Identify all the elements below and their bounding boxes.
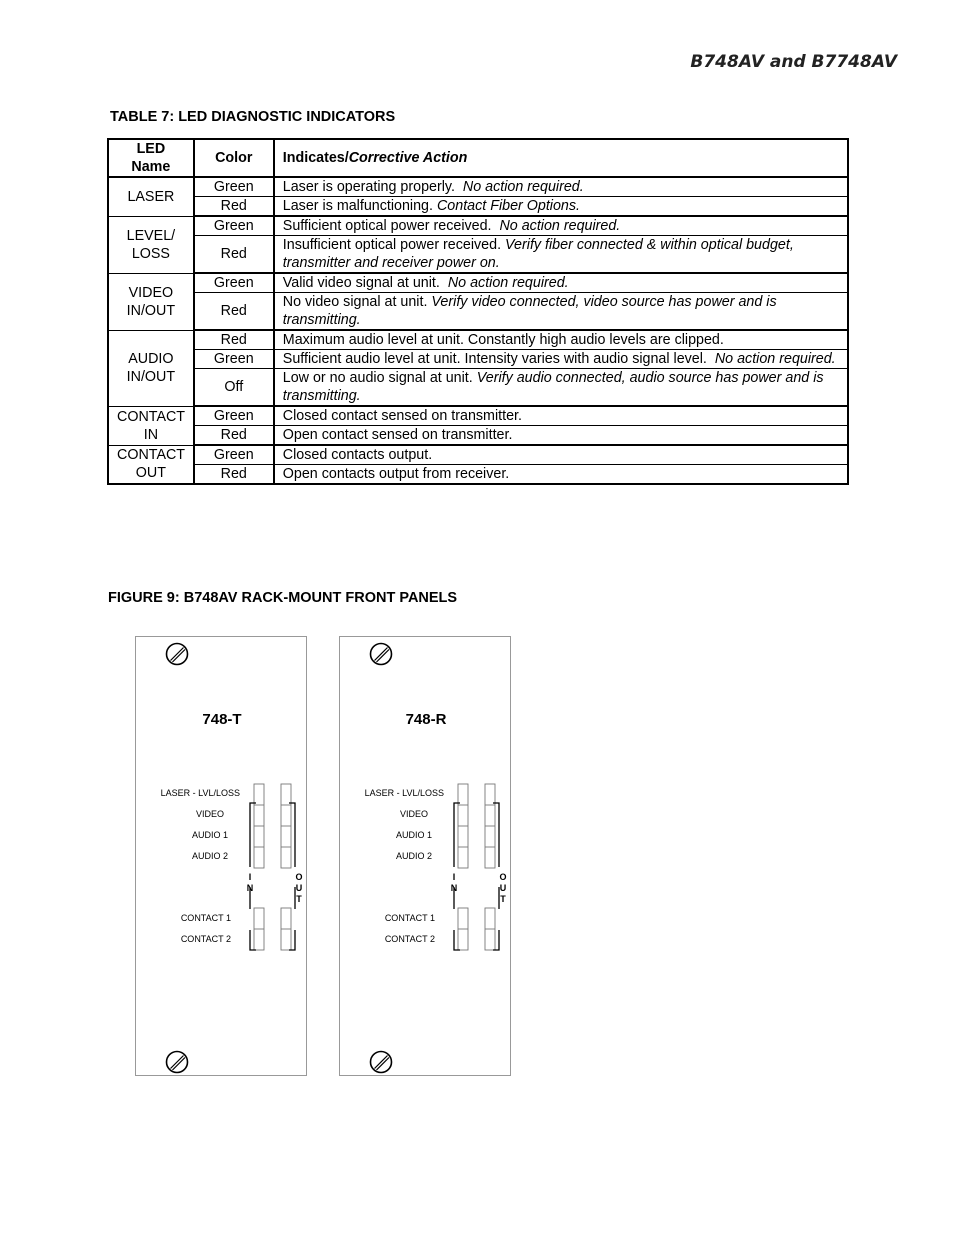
label-audio2: AUDIO 2 [191,851,228,861]
table-row [108,293,848,331]
label-laser: LASER - LVL/LOSS [160,788,240,798]
color-cell: Red [194,236,274,274]
label-contact2: CONTACT 2 [180,934,231,944]
led-name-cell: CONTACT IN [108,406,194,445]
color-cell: Green [194,177,274,197]
label-video: VIDEO [399,809,428,819]
indicates-cell: Valid video signal at unit. No action required. [274,273,848,293]
front-panel-receiver [339,636,511,1076]
color-cell: Green [194,350,274,369]
table-caption: TABLE 7: LED DIAGNOSTIC INDICATORS [110,109,396,125]
table-row [108,216,848,236]
front-panel-transmitter [135,636,307,1076]
label-in: I N [246,872,254,893]
color-cell: Green [194,406,274,426]
label-out: O U T [499,872,507,904]
label-contact2: CONTACT 2 [384,934,435,944]
table-row [108,445,848,465]
color-cell: Red [194,465,274,485]
label-audio1: AUDIO 1 [395,830,432,840]
led-name-cell: LEVEL/ LOSS [108,216,194,273]
led-name-cell: LASER [108,177,194,216]
label-in: I N [450,872,458,893]
panel-model: 748-T [202,711,242,728]
indicates-cell: Laser is operating properly. No action required. [274,177,848,197]
label-out: O U T [295,872,303,904]
label-contact1: CONTACT 1 [384,913,435,923]
table-row [108,236,848,274]
indicates-cell: Closed contacts output. [274,445,848,465]
indicates-cell: No video signal at unit. Verify video connected, video source has power and is transmitting. [274,293,848,331]
table-row [108,406,848,426]
header-led-name: LED Name [108,139,194,177]
indicates-cell: Low or no audio signal at unit. Verify audio connected, audio source has power and is transmitting. [274,369,848,407]
color-cell: Red [194,330,274,350]
led-name-cell: CONTACT OUT [108,445,194,484]
color-cell: Green [194,445,274,465]
led-array [448,782,508,952]
label-contact1: CONTACT 1 [180,913,231,923]
label-laser: LASER - LVL/LOSS [364,788,444,798]
header-indicates: Indicates/Corrective Action [274,139,848,177]
color-cell: Red [194,197,274,217]
table-row [108,177,848,197]
panel-model: 748-R [405,711,447,728]
color-cell: Green [194,216,274,236]
table-row [108,330,848,350]
color-cell: Red [194,293,274,331]
table-row [108,369,848,407]
table-row [108,465,848,485]
indicates-cell: Open contact sensed on transmitter. [274,426,848,446]
indicates-cell: Maximum audio level at unit. Constantly high audio levels are clipped. [274,330,848,350]
label-audio2: AUDIO 2 [395,851,432,861]
led-name-cell: AUDIO IN/OUT [108,330,194,406]
table-header-row [108,139,848,177]
color-cell: Green [194,273,274,293]
label-audio1: AUDIO 1 [191,830,228,840]
label-video: VIDEO [195,809,224,819]
document-title: B748AV and B7748AV [690,52,897,72]
screw-icon [368,641,394,667]
screw-icon [164,641,190,667]
indicates-cell: Insufficient optical power received. Verify fiber connected & within optical budget, transmitter and receiver power on. [274,236,848,274]
header-color: Color [194,139,274,177]
color-cell: Red [194,426,274,446]
led-diagnostic-table [107,138,849,485]
table-row [108,350,848,369]
table-row [108,273,848,293]
indicates-cell: Sufficient audio level at unit. Intensity varies with audio signal level. No action required. [274,350,848,369]
indicates-cell: Laser is malfunctioning. Contact Fiber Options. [274,197,848,217]
screw-icon [164,1049,190,1075]
figure-caption: FIGURE 9: B748AV RACK-MOUNT FRONT PANELS [108,590,458,606]
indicates-cell: Open contacts output from receiver. [274,465,848,485]
led-name-cell: VIDEO IN/OUT [108,273,194,330]
table-row [108,197,848,217]
indicates-cell: Sufficient optical power received. No action required. [274,216,848,236]
table-row [108,426,848,446]
indicates-cell: Closed contact sensed on transmitter. [274,406,848,426]
screw-icon [368,1049,394,1075]
color-cell: Off [194,369,274,407]
led-array [244,782,304,952]
